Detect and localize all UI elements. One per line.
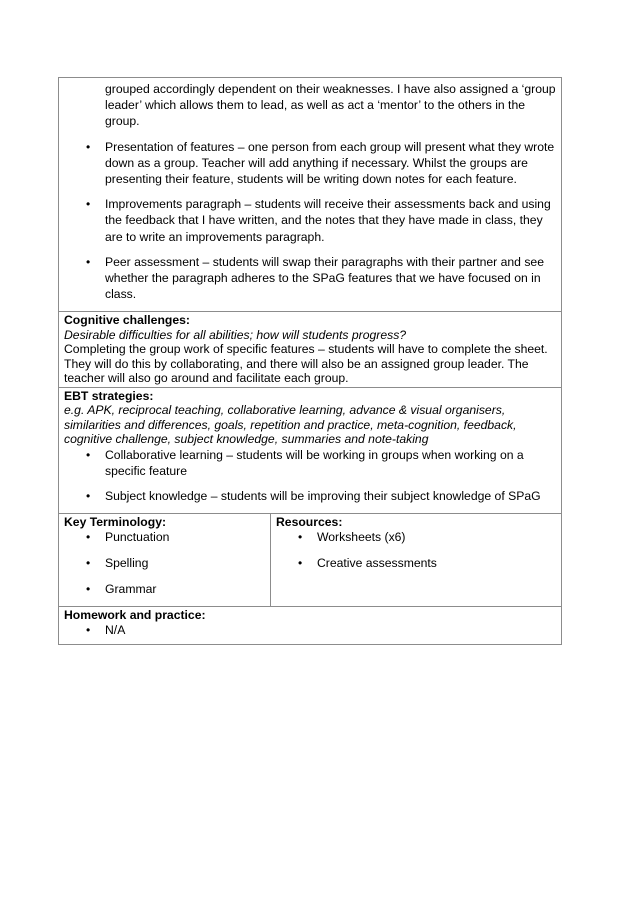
bullet-icon: • [298, 556, 303, 571]
list-item: • Presentation of features – one person from each group will present what they wrote down as a group. Teacher will add anything if necessary. Whilst the groups are presenting their feature, students will be writing down notes for each feature. [86, 139, 555, 187]
resources-list [276, 529, 556, 571]
list-item: • Peer assessment – students will swap their paragraphs with their partner and see whether the paragraph adheres to the SPaG features that we have focused on in class. [86, 254, 544, 302]
bullet-icon: • [86, 197, 91, 212]
bullet-icon: • [298, 530, 303, 545]
ebt-cell [59, 387, 562, 513]
bullet-icon: • [86, 447, 91, 462]
homework-heading: Homework and practice: [64, 607, 206, 622]
list-item: • N/A [86, 623, 126, 638]
list-item: • Spelling [86, 556, 149, 571]
bullet-icon: • [86, 582, 91, 597]
resources-heading: Resources: [276, 514, 343, 529]
cognitive-row [59, 312, 562, 388]
list-item: • Grammar [86, 582, 157, 597]
list-item: • Punctuation [86, 530, 170, 545]
terminology-resources-row [59, 513, 562, 606]
homework-list [64, 622, 556, 638]
lesson-plan-table [58, 77, 562, 645]
list-item: • Collaborative learning – students will be working in groups when working on a specific feature [86, 447, 524, 479]
ebt-prompt: e.g. APK, reciprocal teaching, collaborative learning, advance & visual organisers, similarities and differences, goals, repetition and practice, meta-cognition, feedback, cognitive challenge, subject knowledge, summaries and note-taking [64, 403, 517, 447]
list-item: • Improvements paragraph – students will receive their assessments back and using the feedback that I have written, and the notes that they have made in class, they are to write an improvements paragraph. [86, 197, 551, 244]
terminology-heading: Key Terminology: [64, 514, 167, 529]
list-item: • Subject knowledge – students will be improving their subject knowledge of SPaG [86, 489, 541, 504]
list-item: • Creative assessments [298, 556, 437, 571]
ebt-heading: EBT strategies: [64, 388, 154, 403]
bullet-icon: • [86, 623, 91, 638]
bullet-icon: • [86, 530, 91, 545]
activities-row [59, 78, 562, 312]
bullet-icon: • [86, 556, 91, 571]
bullet-icon: • [86, 489, 91, 504]
cognitive-heading: Cognitive challenges: [64, 313, 190, 328]
ebt-list [64, 447, 556, 505]
terminology-cell [59, 513, 271, 606]
activities-list [64, 139, 556, 303]
activities-cell [59, 78, 562, 312]
resources-cell [271, 513, 562, 606]
activities-continuation-text: grouped accordingly dependent on their weaknesses. I have also assigned a ‘group leader’ which allows them to lead, as well as act a ‘mentor’ to the others in the group. [105, 82, 556, 129]
bullet-icon: • [86, 254, 91, 269]
bullet-icon: • [86, 139, 91, 154]
cognitive-body: Completing the group work of specific features – students will have to complete the sheet. They will do this by collaborating, and there will also be an assigned group leader. The teacher will also go around and facilitate each group. [64, 342, 548, 386]
homework-cell [59, 606, 562, 644]
homework-row [59, 606, 562, 644]
list-item: • Worksheets (x6) [298, 530, 406, 545]
terminology-list [64, 529, 265, 598]
ebt-row [59, 387, 562, 513]
cognitive-cell [59, 312, 562, 388]
cognitive-prompt: Desirable difficulties for all abilities; how will students progress? [64, 327, 407, 342]
